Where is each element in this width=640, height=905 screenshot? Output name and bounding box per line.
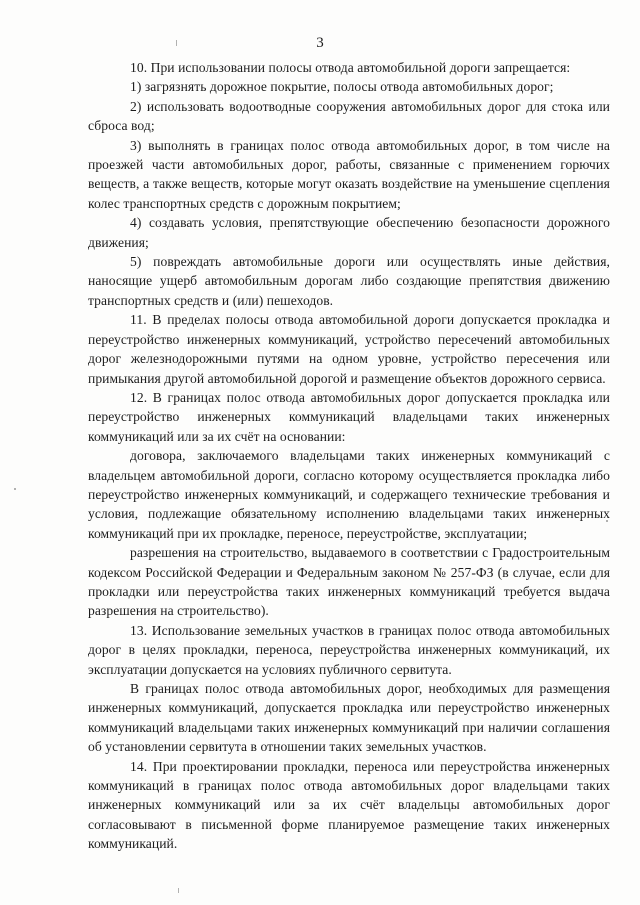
scan-speck [606,520,608,522]
paragraph-10: 10. При использовании полосы отвода автомобильной дороги запрещается: [130,60,571,75]
paragraph-13: 13. Использование земельных участков в границах полос отвода автомобильных дорог в целях прокладки, переноса, переустройства инженерных коммуникаций, их эксплуатации допускается на условиях публичного сервитута. [88,622,610,677]
paragraph-12: 12. В границах полос отвода автомобильных дорог допускается прокладка или переустройство инженерных коммуникаций владельцами таких инженерных коммуникаций или за их счёт на основании: [88,389,610,444]
page-number: 3 [316,35,324,51]
paragraph-12-contract: договора, заключаемого владельцами таких инженерных коммуникаций с владельцем автомобильной дороги, согласно которому осуществляется прокладка либо переустройство инженерных коммуникаций, и содержащего технические требования и условия, подлежащие обязательному исполнению владельцами таких инженерных коммуникаций при их прокладке, переносе, переустройстве, эксплуатации; [88,448,610,541]
document-body [88,58,610,854]
list-item-3: 3) выполнять в границах полос отвода автомобильных дорог, в том числе на проезжей части автомобильных дорог, работы, связанные с применением горючих веществ, а также веществ, которые могут оказать воздействие на уменьшение сцепления колес транспортных средств с дорожным покрытием; [88,137,610,211]
paragraph-11: 11. В пределах полосы отвода автомобильной дороги допускается прокладка и переустройство инженерных коммуникаций, устройство пересечений автомобильных дорог железнодорожными путями на одном уровне, устройство пересечения или примыкания другой автомобильной дорогой и размещение объектов дорожного сервиса. [88,312,610,386]
paragraph-12-permit: разрешения на строительство, выдаваемого в соответствии с Градостроительным кодексом Российской Федерации и Федеральным законом № 257-ФЗ (в случае, если для прокладки или переустройства таких инженерных коммуникаций требуется выдача разрешения на строительство). [88,545,610,619]
scan-speck [178,888,179,893]
scan-speck [176,40,177,46]
list-item-2: 2) использовать водоотводные сооружения автомобильных дорог для стока или сброса вод; [88,98,610,134]
list-item-5: 5) повреждать автомобильные дороги или осуществлять иные действия, наносящие ущерб автомобильным дорогам либо создающие препятствия движению транспортных средств и (или) пешеходов. [88,254,610,308]
scan-speck [14,488,16,490]
list-item-1: 1) загрязнять дорожное покрытие, полосы отвода автомобильных дорог; [130,79,554,95]
paragraph-13-servitude: В границах полос отвода автомобильных дорог, необходимых для размещения инженерных коммуникаций, допускается прокладка или переустройство инженерных коммуникаций владельцами таких инженерных коммуникаций при наличии соглашения об установлении сервитута в отношении таких земельных участков. [88,681,610,755]
paragraph-14: 14. При проектировании прокладки, переноса или переустройства инженерных коммуникаций в границах полос отвода автомобильных дорог владельцами таких инженерных коммуникаций или за их счёт владельцы автомобильных дорог согласовывают в письменной форме планируемое размещение таких инженерных коммуникаций. [88,758,610,852]
list-item-4: 4) создавать условия, препятствующие обеспечению безопасности дорожного движения; [88,215,610,250]
